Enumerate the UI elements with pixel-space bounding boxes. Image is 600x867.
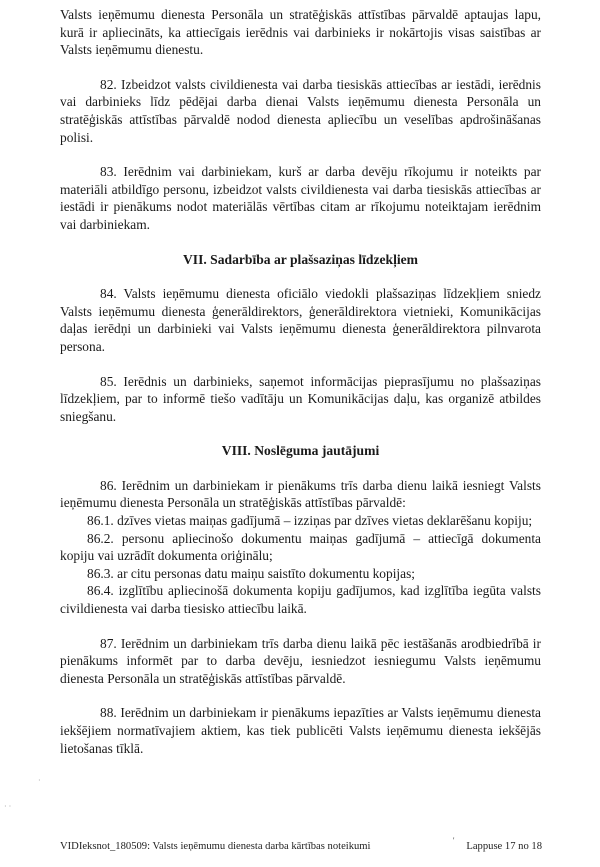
paragraph-86-4: 86.4. izglītību apliecinošā dokumenta kopiju gadījumos, kad izglītība iegūta valsts civildienesta vai darba tiesisko attiecību laikā. (60, 583, 541, 617)
paragraph-85: 85. Ierēdnis un darbinieks, saņemot informācijas pieprasījumu no plašsaziņas līdzekļiem, par to informē tiešo vadītāju un Komunikācijas daļu, kas organizē atbildes sniegšanu. (60, 373, 541, 424)
paragraph-86-1: 86.1. dzīves vietas maiņas gadījumā – izziņas par dzīves vietas deklarēšanu kopiju; (87, 513, 533, 529)
document-body (60, 6, 541, 774)
scan-speck: · (38, 776, 41, 785)
paragraph-86: 86. Ierēdnim un darbiniekam ir pienākums trīs darba dienu laikā iesniegt Valsts ieņēmumu dienesta Personāla un stratēģiskās attīstības pārvaldē: (60, 477, 541, 511)
paragraph-86-2: 86.2. personu apliecinošo dokumentu maiņas gadījumā – attiecīgā dokumenta kopiju vai uzrādīt dokumenta oriģinālu; (60, 530, 541, 564)
paragraph-87: 87. Ierēdnim un darbiniekam trīs darba dienu laikā pēc iestāšanās arodbiedrībā ir pienākums informēt par to darba devēju, iesniedzot iesniegumu Valsts ieņēmumu dienesta Personāla un stratēģiskās attīstības pārvaldē. (60, 635, 541, 686)
paragraph-82: 82. Izbeidzot valsts civildienesta vai darba tiesiskās attiecības ar iestādi, ierēdnis vai darbinieks līdz pēdējai darba dienai Valsts ieņēmumu dienesta Personāla un stratēģiskās attīstības pārvaldē nodod dienesta apliecību un veselības apdrošināšanas polisi. (60, 76, 541, 145)
paragraph-88: 88. Ierēdnim un darbiniekam ir pienākums iepazīties ar Valsts ieņēmumu dienesta iekšējiem normatīvajiem aktiem, kas tiek publicēti Valsts ieņēmumu dienesta iekšējās lietošanas tīklā. (60, 705, 541, 756)
scan-speck: ' (453, 836, 455, 845)
document-reference: VIDIeksnot_180509: Valsts ieņēmumu dienesta darba kārtības noteikumi (60, 841, 371, 852)
scan-speck: · · (4, 802, 12, 811)
page-number: Lappuse 17 no 18 (466, 841, 542, 852)
section-7-heading: VII. Sadarbība ar plašsaziņas līdzekļiem (182, 251, 419, 267)
paragraph-81-continuation: Valsts ieņēmumu dienesta Personāla un stratēģiskās attīstības pārvaldē aptaujas lapu, kurā ir apliecināts, ka attiecīgais ierēdnis vai darbinieks ir nokārtojis visas saistības ar Valsts ieņēmumu dienestu. (60, 7, 541, 58)
section-8-heading: VIII. Noslēguma jautājumi (221, 443, 380, 459)
paragraph-83: 83. Ierēdnim vai darbiniekam, kurš ar darba devēju rīkojumu ir noteikts par materiāli atbildīgo personu, izbeidzot valsts civildienesta vai darba tiesiskās attiecības ar iestādi ir pienākums nodot materiālās vērtības citam ar rīkojumu noteiktajam ierēdnim vai darbiniekam. (60, 164, 541, 232)
paragraph-84: 84. Valsts ieņēmumu dienesta oficiālo viedokli plašsaziņas līdzekļiem sniedz Valsts ieņēmumu dienesta ģenerāldirektors, ģenerāldirektora vietnieki, Komunikācijas daļas ierēdņi un darbinieki vai Valsts ieņēmumu dienesta ģenerāldirektora pilnvarota persona. (60, 286, 541, 354)
paragraph-86-3: 86.3. ar citu personas datu maiņu saistīto dokumentu kopijas; (87, 565, 416, 581)
